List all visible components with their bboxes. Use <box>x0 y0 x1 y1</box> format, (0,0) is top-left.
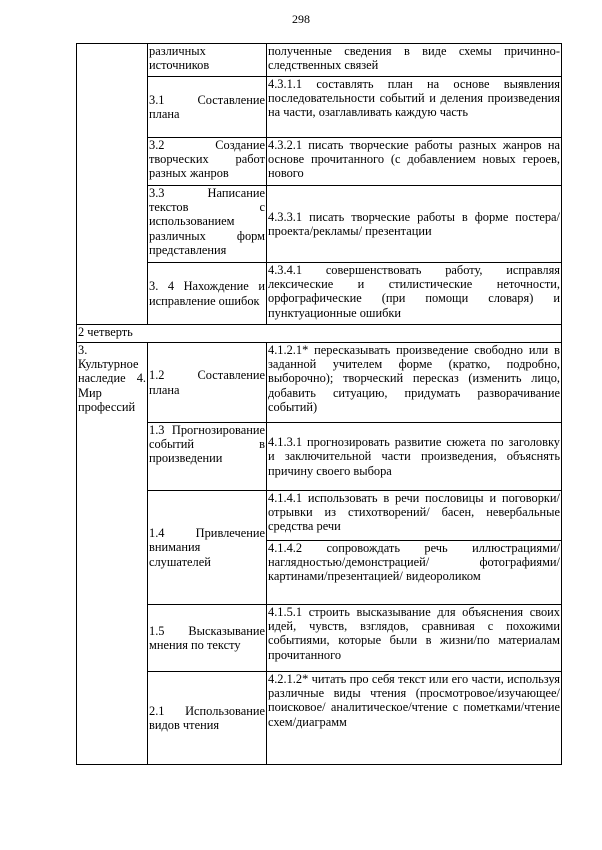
subsection-cell: 3.3 Написание текстов с использованием различных форм представления <box>148 186 267 263</box>
table-row <box>77 672 562 765</box>
subsection-cell: 1.2 Составление плана <box>148 343 267 423</box>
curriculum-table <box>76 43 562 765</box>
objective-cell: 4.1.4.1 использовать в речи пословицы и поговорки/ отрывки из стихотворений/ басен, невербальные средства речи <box>267 491 562 541</box>
subsection-cell: 3. 4 Нахождение и исправление ошибок <box>148 263 267 325</box>
subsection-cell: 3.1 Составление плана <box>148 77 267 138</box>
objective-cell: 4.3.4.1 совершенствовать работу, исправляя лексические и стилистические неточности, орфографические (при помощи словаря) и пунктуационные ошибки <box>267 263 562 325</box>
objective-cell: 4.3.2.1 писать творческие работы разных жанров на основе прочитанного (с добавлением новых героев, нового <box>267 138 562 186</box>
table-row <box>77 423 562 491</box>
subsection-cell: 1.5 Высказывание мнения по тексту <box>148 605 267 672</box>
table-row <box>77 343 562 423</box>
quarter-row <box>77 325 562 343</box>
objective-cell: 4.1.4.2 сопровождать речь иллюстрациями/наглядностью/демонстрацией/ фотографиями/картинами/презентацией/ видеороликом <box>267 541 562 605</box>
table-row <box>77 491 562 541</box>
table-row <box>77 138 562 186</box>
objective-cell: полученные сведения в виде схемы причинно-следственных связей <box>267 44 562 77</box>
quarter-label: 2 четверть <box>77 325 562 343</box>
subsection-cell: различных источников <box>148 44 267 77</box>
section-cell-empty <box>77 44 148 325</box>
objective-cell: 4.2.1.2* читать про себя текст или его части, используя различные виды чтения (просмотровое/изучающее/поисковое/ аналитическое/чтение с пометками/чтение схем/диаграмм <box>267 672 562 765</box>
table-row <box>77 44 562 77</box>
subsection-cell: 1.3 Прогнозирование событий в произведении <box>148 423 267 491</box>
table-row <box>77 263 562 325</box>
objective-cell: 4.1.3.1 прогнозировать развитие сюжета по заголовку и заключительной части произведения, объяснять причину своего выбора <box>267 423 562 491</box>
subsection-cell: 3.2 Создание творческих работ разных жанров <box>148 138 267 186</box>
subsection-cell: 1.4 Привлечение внимания слушателей <box>148 491 267 605</box>
table-row <box>77 186 562 263</box>
objective-cell: 4.1.2.1* пересказывать произведение свободно или в заданной учителем форме (кратко, подробно, выборочно); творческий пересказ (изменить лицо, добавить ситуацию, придумать разворачивание событий) <box>267 343 562 423</box>
objective-cell: 4.3.1.1 составлять план на основе выявления последовательности событий и деления произведения на части, озаглавливать каждую часть <box>267 77 562 138</box>
table-row <box>77 605 562 672</box>
subsection-cell: 2.1 Использование видов чтения <box>148 672 267 765</box>
section-title: 3. Культурное наследие 4. Мир профессий <box>77 343 148 765</box>
table-row <box>77 77 562 138</box>
page-number: 298 <box>292 12 310 26</box>
objective-cell: 4.3.3.1 писать творческие работы в форме постера/проекта/рекламы/ презентации <box>267 186 562 263</box>
objective-cell: 4.1.5.1 строить высказывание для объяснения своих идей, чувств, взглядов, сравнивая с похожими событиями, которые были в жизни/по материалам прочитанного <box>267 605 562 672</box>
